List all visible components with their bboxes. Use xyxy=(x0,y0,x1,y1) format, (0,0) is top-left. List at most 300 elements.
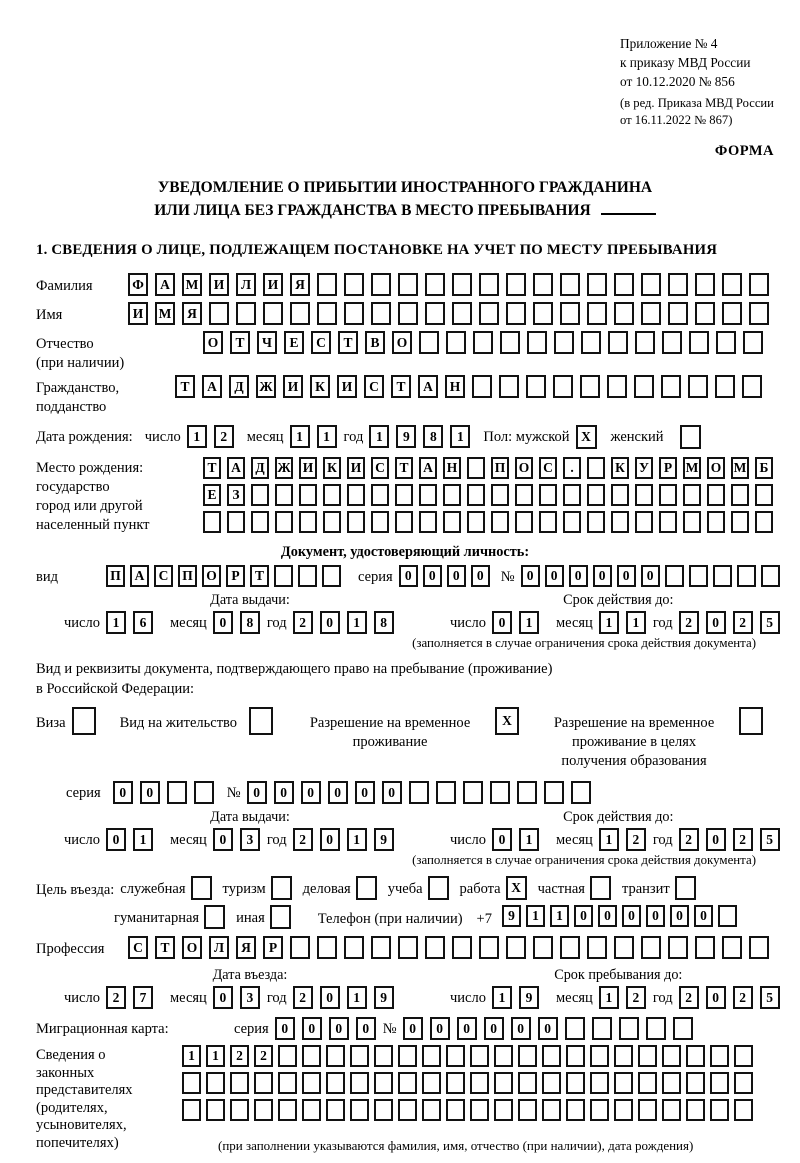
char-box[interactable]: 2 xyxy=(733,611,753,634)
char-box[interactable] xyxy=(506,273,526,296)
doc-issue-year-boxes[interactable] xyxy=(293,611,401,634)
char-box[interactable]: 1 xyxy=(347,828,367,851)
char-box[interactable]: 0 xyxy=(646,905,665,927)
char-box[interactable] xyxy=(479,273,499,296)
char-box[interactable] xyxy=(263,302,283,325)
char-box[interactable]: И xyxy=(128,302,148,325)
char-box[interactable]: 0 xyxy=(302,1017,322,1040)
char-box[interactable] xyxy=(553,375,573,398)
char-box[interactable]: 0 xyxy=(247,781,267,804)
char-box[interactable]: 1 xyxy=(347,986,367,1009)
purpose-checkbox[interactable] xyxy=(590,876,611,900)
char-box[interactable]: А xyxy=(130,565,149,587)
char-box[interactable] xyxy=(539,484,557,506)
char-box[interactable] xyxy=(533,936,553,959)
char-box[interactable] xyxy=(614,273,634,296)
char-box[interactable] xyxy=(518,1072,537,1094)
entry-year-boxes[interactable] xyxy=(293,986,401,1009)
char-box[interactable] xyxy=(446,1072,465,1094)
char-box[interactable] xyxy=(587,936,607,959)
char-box[interactable]: Н xyxy=(443,457,461,479)
char-box[interactable]: 0 xyxy=(617,565,636,587)
char-box[interactable] xyxy=(641,302,661,325)
char-box[interactable]: 2 xyxy=(626,986,646,1009)
char-box[interactable] xyxy=(668,273,688,296)
doc-issue-month-boxes[interactable] xyxy=(213,611,267,634)
char-box[interactable] xyxy=(206,1072,225,1094)
char-box[interactable] xyxy=(755,511,773,533)
char-box[interactable]: Б xyxy=(755,457,773,479)
mig-number-boxes[interactable] xyxy=(403,1017,700,1040)
char-box[interactable] xyxy=(275,511,293,533)
res-valid-day-boxes[interactable] xyxy=(492,828,546,851)
char-box[interactable]: Д xyxy=(251,457,269,479)
char-box[interactable]: 0 xyxy=(447,565,466,587)
char-box[interactable]: Ч xyxy=(257,331,277,354)
char-box[interactable] xyxy=(230,1099,249,1121)
char-box[interactable]: Е xyxy=(284,331,304,354)
char-box[interactable]: А xyxy=(155,273,175,296)
char-box[interactable] xyxy=(590,1045,609,1067)
char-box[interactable] xyxy=(737,565,756,587)
char-box[interactable] xyxy=(494,1072,513,1094)
char-box[interactable]: 7 xyxy=(133,986,153,1009)
char-box[interactable]: О xyxy=(515,457,533,479)
char-box[interactable]: 2 xyxy=(679,986,699,1009)
doc-series-boxes[interactable] xyxy=(399,565,495,587)
phone-boxes[interactable] xyxy=(502,905,742,927)
char-box[interactable] xyxy=(635,484,653,506)
char-box[interactable] xyxy=(299,511,317,533)
char-box[interactable]: 0 xyxy=(569,565,588,587)
char-box[interactable] xyxy=(571,781,591,804)
char-box[interactable] xyxy=(683,484,701,506)
char-box[interactable]: 0 xyxy=(706,611,726,634)
char-box[interactable] xyxy=(500,331,520,354)
doc-valid-day-boxes[interactable] xyxy=(492,611,546,634)
char-box[interactable]: И xyxy=(347,457,365,479)
char-box[interactable]: 5 xyxy=(760,828,780,851)
char-box[interactable]: И xyxy=(337,375,357,398)
char-box[interactable]: О xyxy=(707,457,725,479)
char-box[interactable] xyxy=(533,302,553,325)
char-box[interactable]: П xyxy=(491,457,509,479)
char-box[interactable]: 0 xyxy=(457,1017,477,1040)
char-box[interactable]: 0 xyxy=(598,905,617,927)
char-box[interactable]: Л xyxy=(209,936,229,959)
char-box[interactable]: 2 xyxy=(626,828,646,851)
char-box[interactable] xyxy=(542,1045,561,1067)
char-box[interactable]: 1 xyxy=(599,986,619,1009)
char-box[interactable] xyxy=(695,302,715,325)
char-box[interactable] xyxy=(689,331,709,354)
char-box[interactable] xyxy=(371,302,391,325)
char-box[interactable] xyxy=(371,511,389,533)
char-box[interactable]: 1 xyxy=(599,611,619,634)
char-box[interactable]: 2 xyxy=(733,986,753,1009)
char-box[interactable]: 0 xyxy=(471,565,490,587)
char-box[interactable] xyxy=(227,511,245,533)
doc-type-boxes[interactable] xyxy=(106,565,346,587)
char-box[interactable] xyxy=(707,511,725,533)
char-box[interactable] xyxy=(409,781,429,804)
char-box[interactable] xyxy=(563,511,581,533)
char-box[interactable]: 1 xyxy=(106,611,126,634)
char-box[interactable] xyxy=(251,511,269,533)
char-box[interactable]: Т xyxy=(203,457,221,479)
birth-place-boxes-row2[interactable] xyxy=(203,484,779,506)
char-box[interactable] xyxy=(371,273,391,296)
char-box[interactable]: 5 xyxy=(760,611,780,634)
char-box[interactable] xyxy=(317,273,337,296)
char-box[interactable] xyxy=(398,1099,417,1121)
char-box[interactable]: 8 xyxy=(374,611,394,634)
char-box[interactable] xyxy=(467,511,485,533)
char-box[interactable] xyxy=(515,511,533,533)
char-box[interactable]: 0 xyxy=(430,1017,450,1040)
char-box[interactable] xyxy=(749,936,769,959)
char-box[interactable] xyxy=(689,565,708,587)
char-box[interactable]: К xyxy=(323,457,341,479)
char-box[interactable] xyxy=(638,1099,657,1121)
purpose-checkbox[interactable] xyxy=(271,876,292,900)
char-box[interactable]: 0 xyxy=(423,565,442,587)
char-box[interactable] xyxy=(518,1099,537,1121)
char-box[interactable] xyxy=(614,936,634,959)
residence-permit-checkbox[interactable] xyxy=(249,707,273,735)
char-box[interactable] xyxy=(587,302,607,325)
char-box[interactable] xyxy=(641,936,661,959)
purpose-checkbox[interactable] xyxy=(270,905,291,929)
char-box[interactable]: 0 xyxy=(329,1017,349,1040)
char-box[interactable] xyxy=(419,511,437,533)
char-box[interactable]: 1 xyxy=(526,905,545,927)
char-box[interactable]: 0 xyxy=(320,986,340,1009)
char-box[interactable]: И xyxy=(283,375,303,398)
char-box[interactable]: Т xyxy=(230,331,250,354)
char-box[interactable] xyxy=(554,331,574,354)
char-box[interactable]: П xyxy=(178,565,197,587)
purpose-checkbox[interactable] xyxy=(428,876,449,900)
char-box[interactable] xyxy=(668,302,688,325)
char-box[interactable]: Ф xyxy=(128,273,148,296)
char-box[interactable] xyxy=(499,375,519,398)
char-box[interactable] xyxy=(731,511,749,533)
char-box[interactable]: 0 xyxy=(706,828,726,851)
char-box[interactable] xyxy=(506,936,526,959)
char-box[interactable] xyxy=(194,781,214,804)
char-box[interactable]: К xyxy=(310,375,330,398)
char-box[interactable] xyxy=(662,1072,681,1094)
char-box[interactable] xyxy=(374,1099,393,1121)
char-box[interactable]: 1 xyxy=(182,1045,201,1067)
char-box[interactable]: 0 xyxy=(275,1017,295,1040)
char-box[interactable]: 1 xyxy=(626,611,646,634)
char-box[interactable] xyxy=(749,302,769,325)
char-box[interactable] xyxy=(436,781,456,804)
char-box[interactable]: В xyxy=(365,331,385,354)
char-box[interactable] xyxy=(560,273,580,296)
char-box[interactable] xyxy=(683,511,701,533)
char-box[interactable] xyxy=(347,484,365,506)
char-box[interactable] xyxy=(566,1045,585,1067)
char-box[interactable] xyxy=(742,375,762,398)
char-box[interactable] xyxy=(716,331,736,354)
char-box[interactable] xyxy=(592,1017,612,1040)
char-box[interactable] xyxy=(533,273,553,296)
char-box[interactable]: 1 xyxy=(492,986,512,1009)
char-box[interactable] xyxy=(398,1072,417,1094)
char-box[interactable]: 3 xyxy=(240,828,260,851)
char-box[interactable]: О xyxy=(202,565,221,587)
char-box[interactable] xyxy=(587,457,605,479)
char-box[interactable] xyxy=(322,565,341,587)
char-box[interactable]: Р xyxy=(226,565,245,587)
char-box[interactable]: Т xyxy=(395,457,413,479)
doc-number-boxes[interactable] xyxy=(521,565,785,587)
char-box[interactable]: 1 xyxy=(133,828,153,851)
surname-boxes[interactable] xyxy=(128,273,776,296)
char-box[interactable] xyxy=(463,781,483,804)
char-box[interactable]: 0 xyxy=(320,611,340,634)
profession-boxes[interactable] xyxy=(128,936,776,959)
char-box[interactable] xyxy=(467,484,485,506)
char-box[interactable] xyxy=(749,273,769,296)
char-box[interactable] xyxy=(425,936,445,959)
char-box[interactable]: Л xyxy=(236,273,256,296)
char-box[interactable]: 0 xyxy=(593,565,612,587)
visa-checkbox[interactable] xyxy=(72,707,96,735)
char-box[interactable]: 1 xyxy=(369,425,389,448)
char-box[interactable]: А xyxy=(202,375,222,398)
char-box[interactable]: С xyxy=(539,457,557,479)
char-box[interactable] xyxy=(581,331,601,354)
stay-day-boxes[interactable] xyxy=(492,986,546,1009)
res-number-boxes[interactable] xyxy=(247,781,598,804)
char-box[interactable]: 2 xyxy=(254,1045,273,1067)
char-box[interactable] xyxy=(634,375,654,398)
char-box[interactable]: 0 xyxy=(213,611,233,634)
char-box[interactable]: 0 xyxy=(511,1017,531,1040)
char-box[interactable]: Д xyxy=(229,375,249,398)
char-box[interactable] xyxy=(722,936,742,959)
char-box[interactable] xyxy=(638,1045,657,1067)
sex-male-checkbox[interactable]: X xyxy=(576,425,597,449)
birth-place-boxes-row3[interactable] xyxy=(203,511,779,533)
char-box[interactable] xyxy=(317,302,337,325)
temp-residence-checkbox[interactable]: X xyxy=(495,707,519,735)
char-box[interactable] xyxy=(254,1072,273,1094)
char-box[interactable]: Е xyxy=(203,484,221,506)
char-box[interactable] xyxy=(323,484,341,506)
char-box[interactable]: 9 xyxy=(396,425,416,448)
char-box[interactable] xyxy=(274,565,293,587)
char-box[interactable]: Р xyxy=(263,936,283,959)
char-box[interactable] xyxy=(470,1099,489,1121)
res-issue-month-boxes[interactable] xyxy=(213,828,267,851)
char-box[interactable] xyxy=(422,1045,441,1067)
char-box[interactable]: Ж xyxy=(256,375,276,398)
purpose-checkbox[interactable] xyxy=(204,905,225,929)
char-box[interactable] xyxy=(761,565,780,587)
char-box[interactable]: 0 xyxy=(670,905,689,927)
char-box[interactable] xyxy=(422,1072,441,1094)
char-box[interactable]: Н xyxy=(445,375,465,398)
char-box[interactable] xyxy=(472,375,492,398)
res-series-boxes[interactable] xyxy=(113,781,221,804)
temp-residence-edu-checkbox[interactable] xyxy=(739,707,763,735)
char-box[interactable] xyxy=(350,1099,369,1121)
stay-year-boxes[interactable] xyxy=(679,986,787,1009)
char-box[interactable] xyxy=(517,781,537,804)
char-box[interactable] xyxy=(515,484,533,506)
char-box[interactable]: И xyxy=(299,457,317,479)
char-box[interactable]: 0 xyxy=(213,828,233,851)
char-box[interactable] xyxy=(344,936,364,959)
char-box[interactable] xyxy=(611,511,629,533)
char-box[interactable] xyxy=(565,1017,585,1040)
char-box[interactable]: Я xyxy=(290,273,310,296)
char-box[interactable]: 0 xyxy=(545,565,564,587)
char-box[interactable] xyxy=(614,1072,633,1094)
char-box[interactable]: 9 xyxy=(519,986,539,1009)
char-box[interactable] xyxy=(662,331,682,354)
res-issue-day-boxes[interactable] xyxy=(106,828,160,851)
res-valid-month-boxes[interactable] xyxy=(599,828,653,851)
char-box[interactable] xyxy=(641,273,661,296)
char-box[interactable]: 1 xyxy=(187,425,207,448)
char-box[interactable] xyxy=(479,302,499,325)
char-box[interactable] xyxy=(182,1099,201,1121)
purpose-checkbox[interactable] xyxy=(356,876,377,900)
char-box[interactable] xyxy=(452,273,472,296)
char-box[interactable] xyxy=(479,936,499,959)
char-box[interactable] xyxy=(662,1045,681,1067)
char-box[interactable]: Я xyxy=(182,302,202,325)
purpose-checkbox[interactable]: X xyxy=(506,876,527,900)
char-box[interactable] xyxy=(587,273,607,296)
char-box[interactable] xyxy=(374,1045,393,1067)
char-box[interactable] xyxy=(350,1072,369,1094)
char-box[interactable]: М xyxy=(182,273,202,296)
char-box[interactable] xyxy=(344,302,364,325)
char-box[interactable]: 0 xyxy=(492,828,512,851)
char-box[interactable] xyxy=(278,1099,297,1121)
char-box[interactable] xyxy=(230,1072,249,1094)
char-box[interactable]: 1 xyxy=(290,425,310,448)
char-box[interactable]: К xyxy=(611,457,629,479)
char-box[interactable] xyxy=(715,375,735,398)
char-box[interactable]: 2 xyxy=(733,828,753,851)
char-box[interactable] xyxy=(326,1072,345,1094)
char-box[interactable] xyxy=(446,331,466,354)
char-box[interactable]: 0 xyxy=(574,905,593,927)
char-box[interactable]: 0 xyxy=(356,1017,376,1040)
char-box[interactable] xyxy=(302,1072,321,1094)
char-box[interactable] xyxy=(425,302,445,325)
char-box[interactable] xyxy=(490,781,510,804)
char-box[interactable]: 1 xyxy=(450,425,470,448)
char-box[interactable] xyxy=(446,1045,465,1067)
char-box[interactable]: И xyxy=(209,273,229,296)
char-box[interactable]: 1 xyxy=(317,425,337,448)
char-box[interactable] xyxy=(494,1099,513,1121)
char-box[interactable]: Ж xyxy=(275,457,293,479)
char-box[interactable] xyxy=(544,781,564,804)
char-box[interactable] xyxy=(425,273,445,296)
purpose-checkbox[interactable] xyxy=(675,876,696,900)
char-box[interactable]: Т xyxy=(338,331,358,354)
sex-female-checkbox[interactable] xyxy=(680,425,701,449)
char-box[interactable] xyxy=(734,1099,753,1121)
char-box[interactable]: 2 xyxy=(230,1045,249,1067)
char-box[interactable]: 2 xyxy=(293,986,313,1009)
char-box[interactable]: 2 xyxy=(679,611,699,634)
legal-reps-boxes-row2[interactable] xyxy=(182,1072,758,1094)
legal-reps-boxes-row3[interactable] xyxy=(182,1099,758,1121)
char-box[interactable] xyxy=(302,1099,321,1121)
char-box[interactable] xyxy=(526,375,546,398)
purpose-checkbox[interactable] xyxy=(191,876,212,900)
char-box[interactable]: 1 xyxy=(599,828,619,851)
char-box[interactable]: . xyxy=(563,457,581,479)
char-box[interactable]: 2 xyxy=(679,828,699,851)
char-box[interactable]: 0 xyxy=(328,781,348,804)
char-box[interactable]: С xyxy=(154,565,173,587)
char-box[interactable] xyxy=(614,1099,633,1121)
char-box[interactable] xyxy=(580,375,600,398)
char-box[interactable] xyxy=(734,1045,753,1067)
char-box[interactable]: 9 xyxy=(502,905,521,927)
stay-month-boxes[interactable] xyxy=(599,986,653,1009)
char-box[interactable] xyxy=(646,1017,666,1040)
char-box[interactable] xyxy=(713,565,732,587)
char-box[interactable]: 0 xyxy=(320,828,340,851)
doc-valid-year-boxes[interactable] xyxy=(679,611,787,634)
char-box[interactable] xyxy=(398,273,418,296)
char-box[interactable] xyxy=(710,1045,729,1067)
char-box[interactable]: З xyxy=(227,484,245,506)
char-box[interactable] xyxy=(398,936,418,959)
char-box[interactable] xyxy=(619,1017,639,1040)
char-box[interactable]: 0 xyxy=(484,1017,504,1040)
char-box[interactable] xyxy=(707,484,725,506)
char-box[interactable] xyxy=(467,457,485,479)
char-box[interactable] xyxy=(638,1072,657,1094)
char-box[interactable] xyxy=(527,331,547,354)
char-box[interactable] xyxy=(607,375,627,398)
char-box[interactable] xyxy=(236,302,256,325)
char-box[interactable]: Т xyxy=(391,375,411,398)
char-box[interactable] xyxy=(422,1099,441,1121)
char-box[interactable] xyxy=(470,1045,489,1067)
char-box[interactable] xyxy=(710,1072,729,1094)
char-box[interactable] xyxy=(395,511,413,533)
char-box[interactable] xyxy=(590,1072,609,1094)
char-box[interactable] xyxy=(722,273,742,296)
char-box[interactable] xyxy=(673,1017,693,1040)
char-box[interactable] xyxy=(722,302,742,325)
char-box[interactable] xyxy=(398,1045,417,1067)
patronymic-boxes[interactable] xyxy=(203,331,770,354)
char-box[interactable]: 0 xyxy=(301,781,321,804)
char-box[interactable]: 8 xyxy=(423,425,443,448)
char-box[interactable] xyxy=(635,511,653,533)
char-box[interactable] xyxy=(347,511,365,533)
char-box[interactable]: 1 xyxy=(347,611,367,634)
char-box[interactable] xyxy=(614,302,634,325)
char-box[interactable] xyxy=(182,1072,201,1094)
